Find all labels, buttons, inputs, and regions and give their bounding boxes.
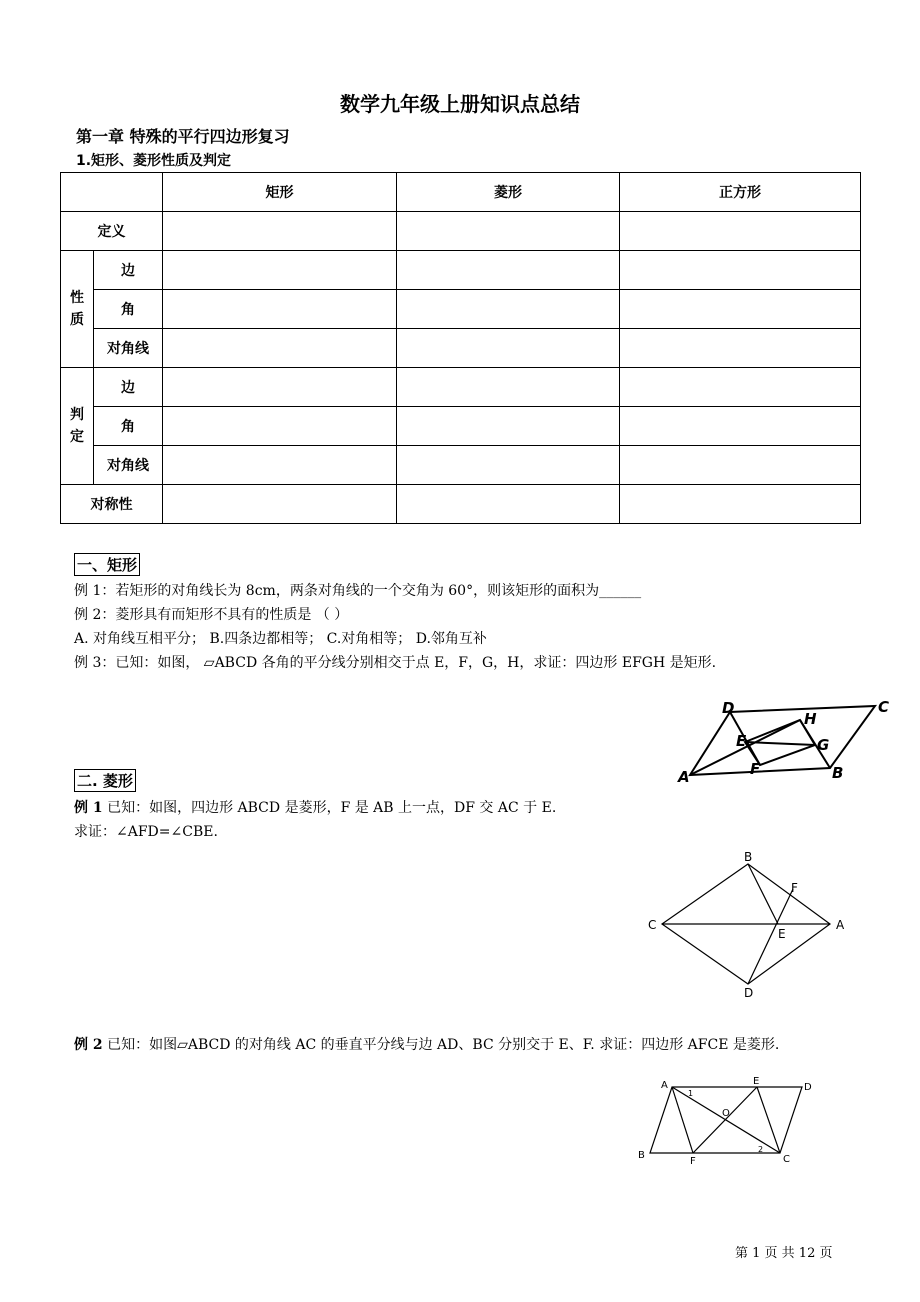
label-c: C xyxy=(783,1154,790,1165)
example-text: 已知：如图▱ABCD 的对角线 AC 的垂直平分线与边 AD、BC 分别交于 E、F. 求证：四边形 AFCE 是菱形. xyxy=(102,1037,780,1053)
label-angle-1: 1 xyxy=(688,1089,694,1098)
section-rectangle-heading: 一、矩形 xyxy=(74,553,140,576)
label-d: D xyxy=(744,986,754,1000)
row-symmetry: 对称性 xyxy=(61,485,163,524)
row-side: 边 xyxy=(94,251,163,290)
example-1: 例 1：若矩形的对角线长为 8cm，两条对角线的一个交角为 60°，则该矩形的面积为______ xyxy=(74,583,642,599)
label-f: F xyxy=(690,1156,696,1167)
label-e: E xyxy=(736,732,747,750)
example-label: 例 2 xyxy=(74,1037,103,1053)
example-label: 例 1 xyxy=(74,800,103,816)
rhombus-example-1 xyxy=(74,797,556,817)
group-criteria: 判定 xyxy=(61,368,94,485)
rhombus-example-1-prove: 求证：∠AFD=∠CBE. xyxy=(74,824,218,840)
page-footer: 第 1 页 共 12 页 xyxy=(735,1246,833,1261)
label-e: E xyxy=(753,1076,760,1087)
parallelogram-abcd-figure xyxy=(650,1087,802,1153)
page-title: 数学九年级上册知识点总结 xyxy=(340,92,580,116)
label-a: A xyxy=(661,1080,668,1091)
label-e: E xyxy=(778,927,786,941)
label-c: C xyxy=(648,918,657,932)
label-b: B xyxy=(744,850,753,864)
row-angle: 角 xyxy=(94,290,163,329)
row-diagonal: 对角线 xyxy=(94,446,163,485)
label-d: D xyxy=(722,699,735,717)
label-o: O xyxy=(722,1108,730,1119)
label-b: B xyxy=(832,764,844,782)
label-g: G xyxy=(817,736,830,754)
header-rhombus: 菱形 xyxy=(397,173,620,212)
label-d: D xyxy=(804,1082,812,1093)
header-square: 正方形 xyxy=(620,173,861,212)
header-rectangle: 矩形 xyxy=(163,173,397,212)
chapter-heading: 第一章 特殊的平行四边形复习 xyxy=(76,127,290,146)
group-properties: 性质 xyxy=(61,251,94,368)
rhombus-example-2 xyxy=(74,1034,779,1054)
label-angle-2: 2 xyxy=(758,1145,764,1154)
label-h: H xyxy=(804,710,817,728)
label-f: F xyxy=(791,881,798,895)
row-diagonal: 对角线 xyxy=(94,329,163,368)
label-a: A xyxy=(678,768,690,786)
rhombus-figure xyxy=(662,864,830,984)
row-side: 边 xyxy=(94,368,163,407)
example-2: 例 2：菱形具有而矩形不具有的性质是 （ ） xyxy=(74,607,349,623)
parallelogram-figure xyxy=(690,706,875,775)
section-subtitle: 1.矩形、菱形性质及判定 xyxy=(76,153,232,169)
row-definition: 定义 xyxy=(61,212,163,251)
example-text: 已知：如图，四边形 ABCD 是菱形，F 是 AB 上一点，DF 交 AC 于 E. xyxy=(102,800,557,816)
label-f: F xyxy=(750,760,761,778)
label-a: A xyxy=(836,918,845,932)
section-rhombus-heading: 二. 菱形 xyxy=(74,769,136,792)
label-b: B xyxy=(638,1150,645,1161)
example-3: 例 3：已知：如图， ▱ABCD 各角的平分线分别相交于点 E，F，G，H，求证：四边形 EFGH 是矩形. xyxy=(74,655,717,671)
row-angle: 角 xyxy=(94,407,163,446)
example-2-options: A. 对角线互相平分； B.四条边都相等； C.对角相等； D.邻角互补 xyxy=(74,631,487,647)
label-c: C xyxy=(878,698,890,716)
